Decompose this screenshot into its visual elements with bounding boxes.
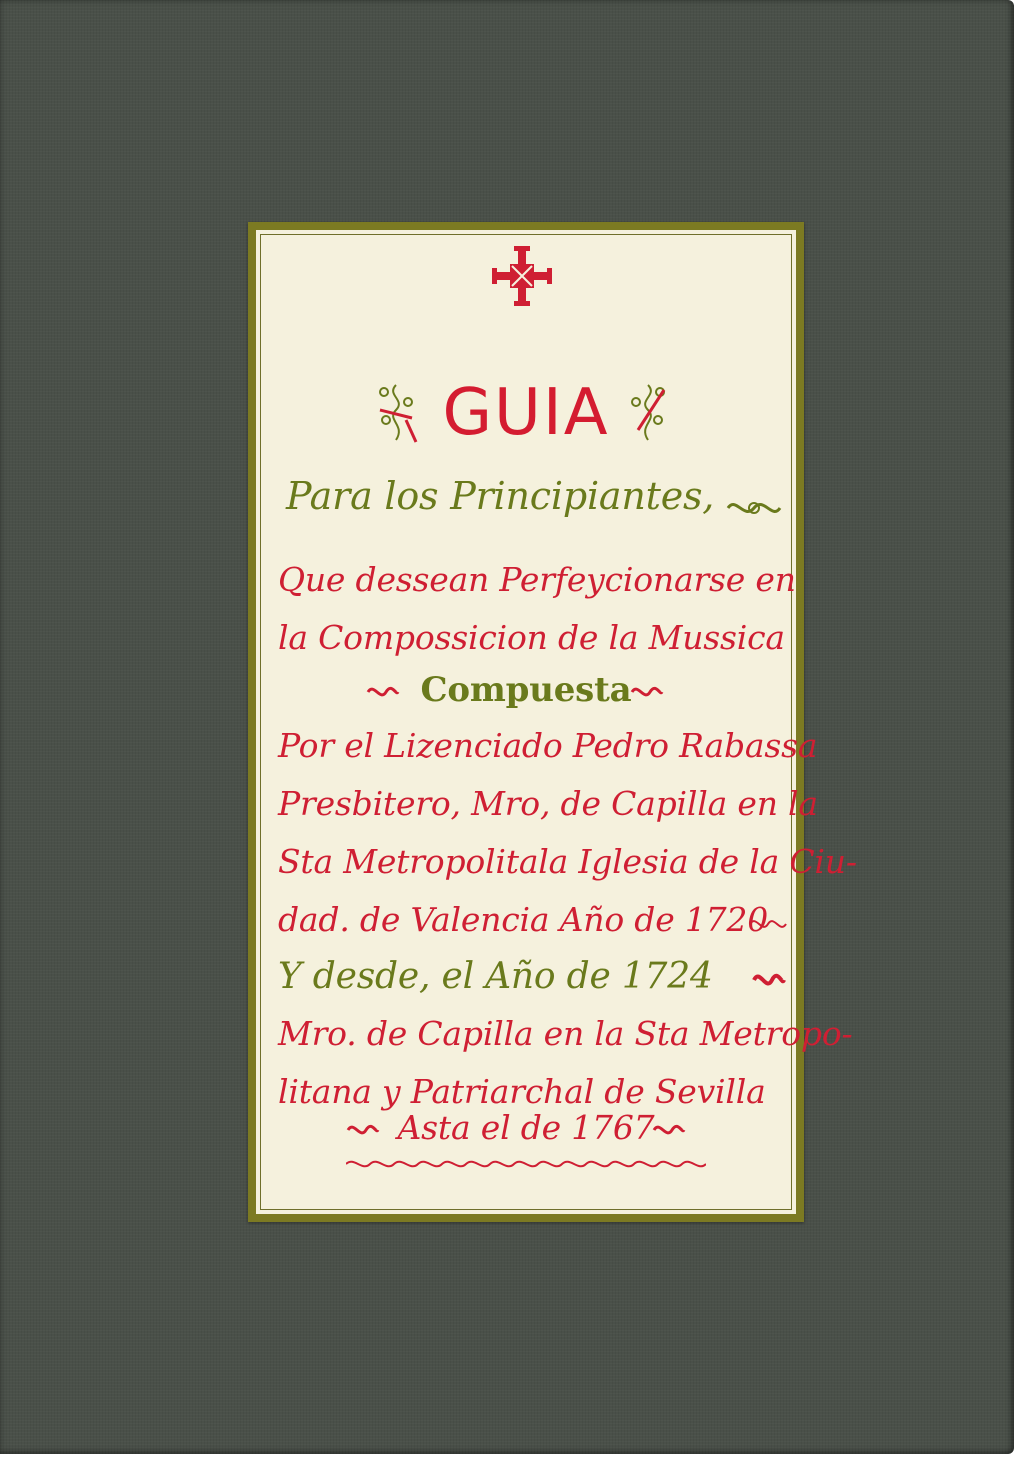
text-line: dad. de Valencia Año de 1720: [278, 900, 769, 939]
scroll-flourish-icon: [752, 968, 786, 992]
text-line: Presbitero, Mro, de Capilla en la: [278, 784, 818, 823]
scroll-flourish-icon: [652, 1120, 686, 1140]
text-line: litana y Patriarchal de Sevilla: [278, 1072, 766, 1111]
scroll-flourish-icon: [724, 492, 784, 522]
scroll-flourish-icon: [748, 914, 788, 934]
text-line: Mro. de Capilla en la Sta Metropo-: [278, 1014, 853, 1053]
label-paper: [256, 230, 857, 1214]
text-line: Y desde, el Año de 1724: [278, 956, 713, 997]
book-title: GUIA: [442, 376, 610, 450]
title-label: [248, 222, 857, 1222]
subtitle-line: Para los Principiantes,: [286, 474, 715, 518]
text-line: Que dessean Perfeycionarse en: [278, 560, 796, 599]
text-line: Sta Metropolitala Iglesia de la Ciu-: [278, 842, 857, 881]
text-line: Asta el de 1767: [397, 1108, 655, 1147]
compuesta-line: Compuesta: [420, 670, 632, 710]
scroll-flourish-icon: [630, 682, 664, 702]
cross-ornament-icon: [492, 246, 552, 306]
text-line: la Compossicion de la Mussica: [278, 618, 785, 657]
text-line: Por el Lizenciado Pedro Rabassa: [278, 726, 818, 765]
wave-border-icon: [346, 1156, 706, 1172]
